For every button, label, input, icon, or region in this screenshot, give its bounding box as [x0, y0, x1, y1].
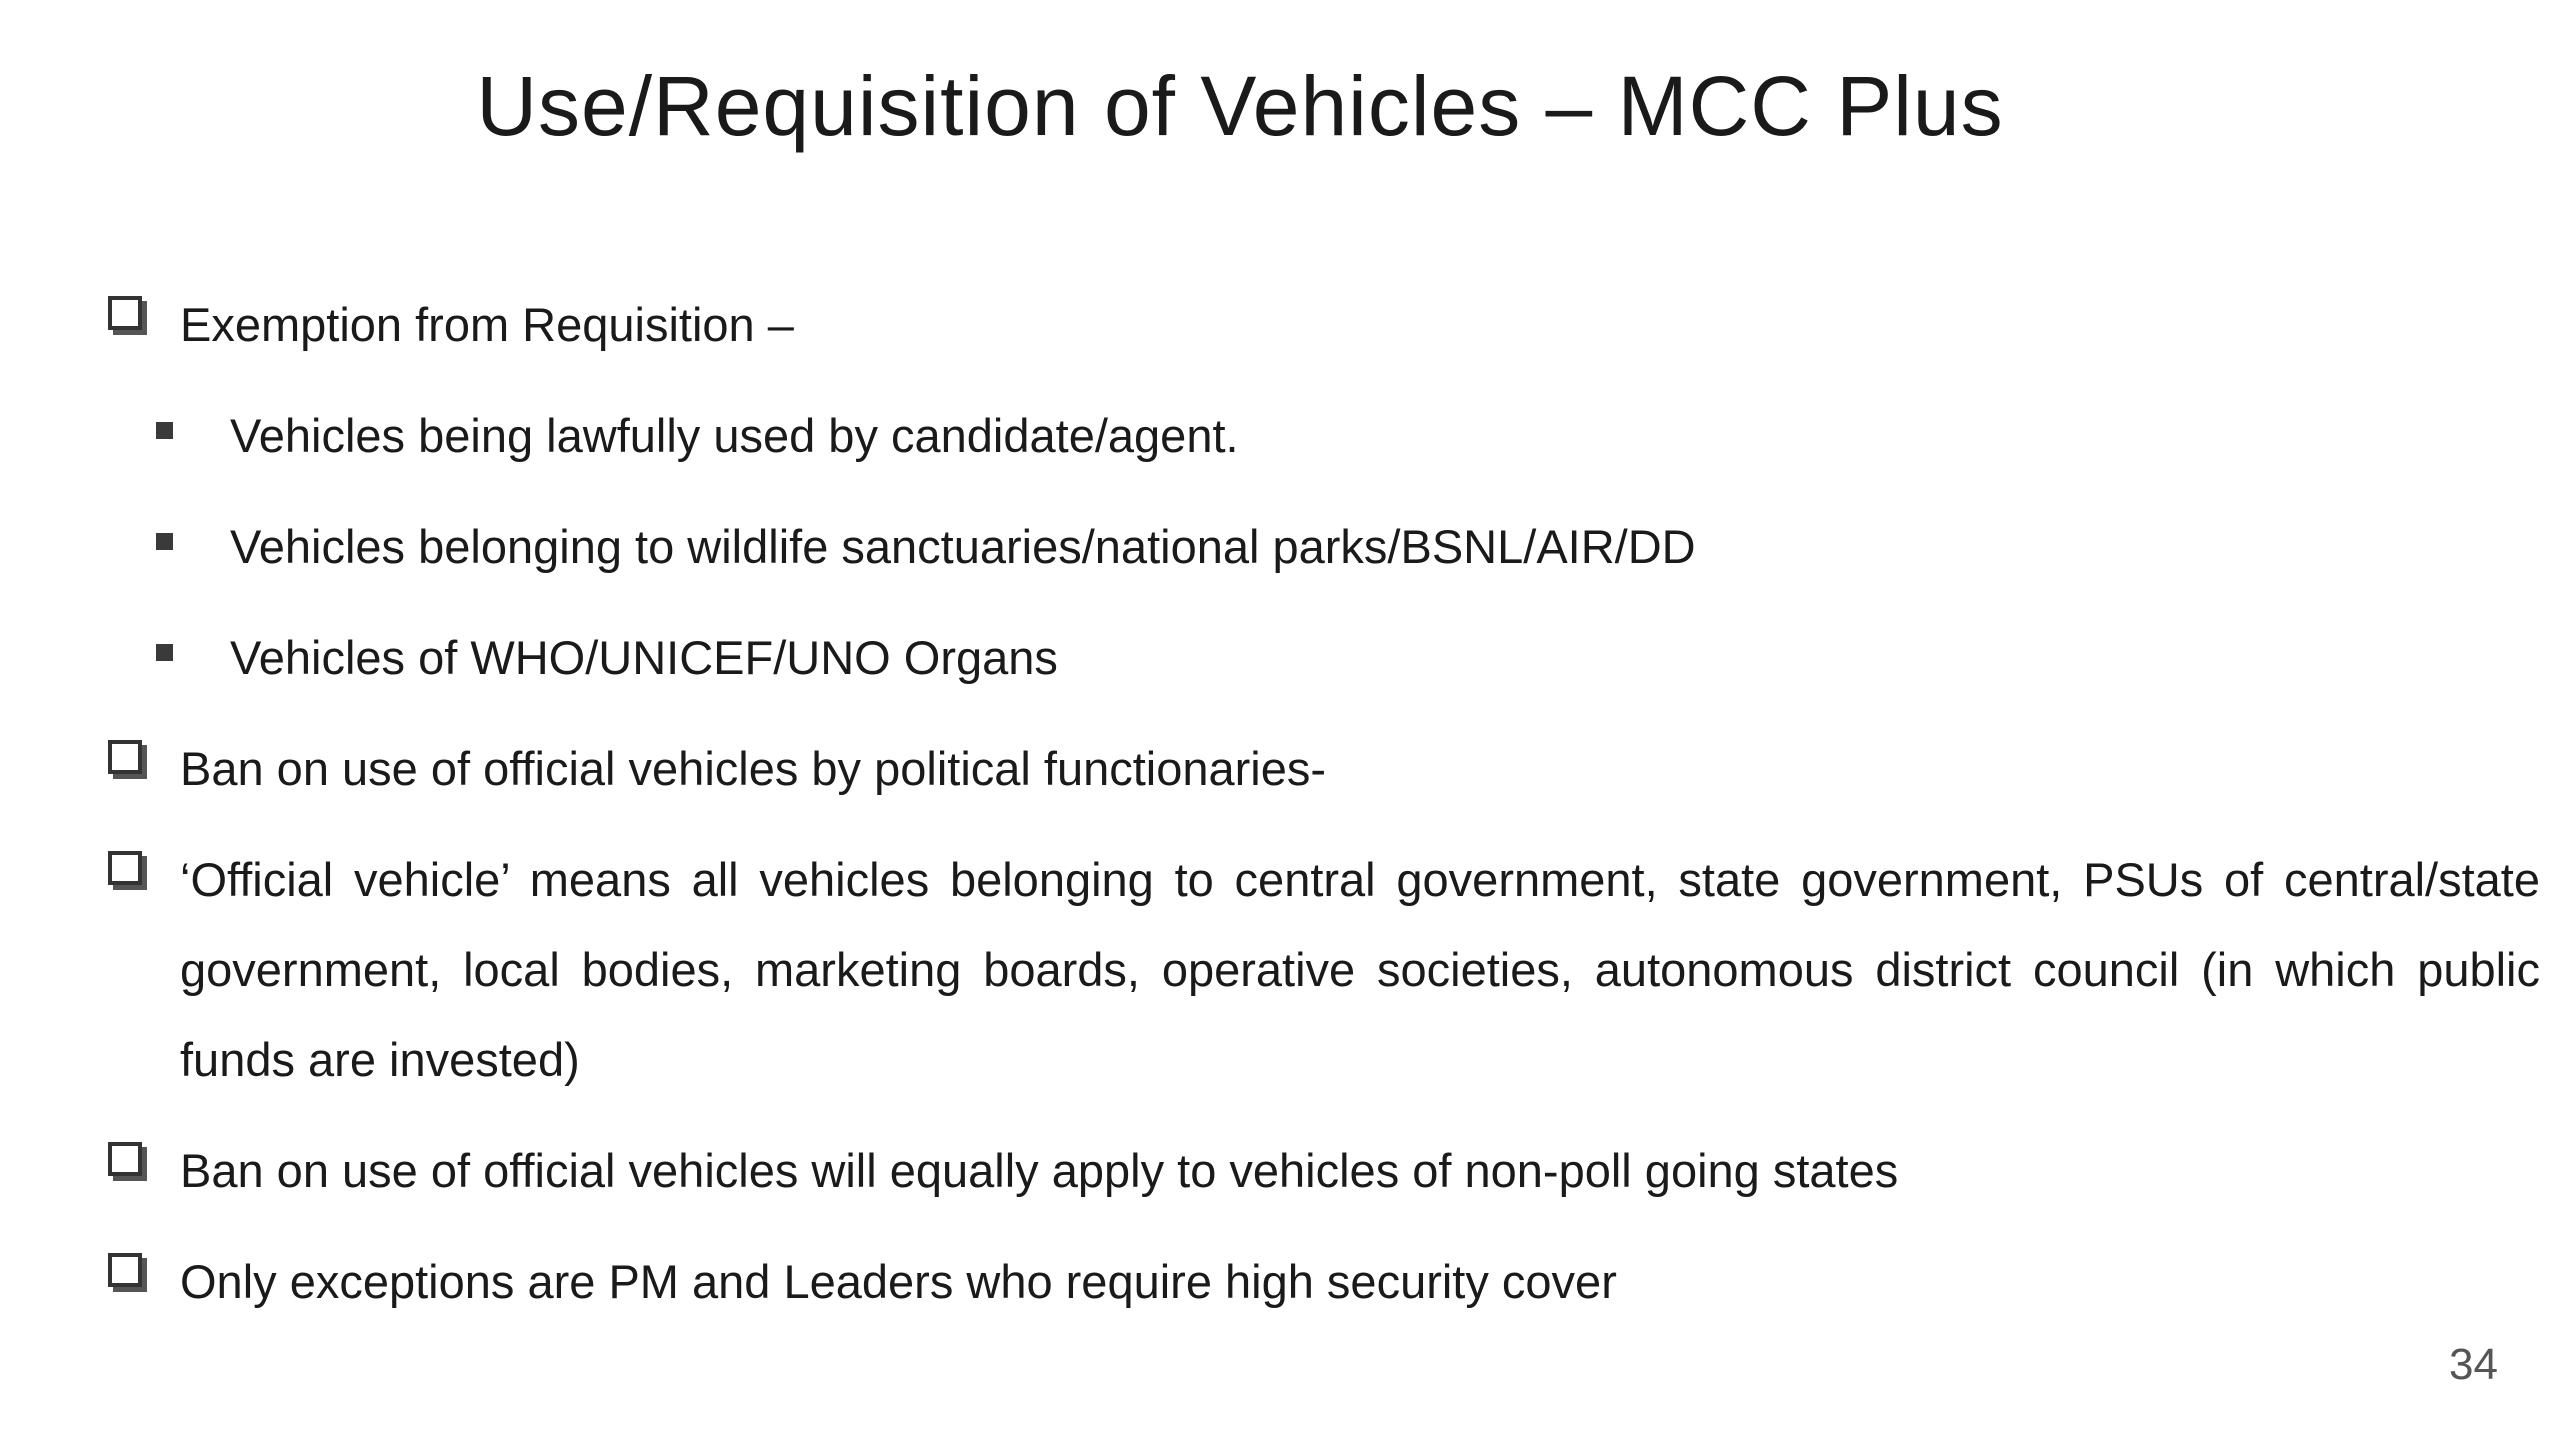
page-number: 34	[2449, 1340, 2498, 1389]
list-item-text: Ban on use of official vehicles will equally apply to vehicles of non-poll going states	[180, 1144, 1899, 1197]
list-item	[100, 724, 2540, 814]
square-bullet-icon	[156, 422, 173, 439]
list-item	[100, 280, 2540, 370]
list-item	[100, 502, 2540, 592]
list-item-text: Vehicles belonging to wildlife sanctuaries/national parks/BSNL/AIR/DD	[230, 520, 1696, 573]
checkbox-icon	[108, 1253, 142, 1287]
list-item-text: Ban on use of official vehicles by political functionaries-	[180, 742, 1327, 795]
list-item	[100, 613, 2540, 703]
list-item	[100, 1126, 2540, 1216]
list-item	[100, 391, 2540, 481]
list-item-text: Vehicles being lawfully used by candidate/agent.	[230, 409, 1239, 462]
checkbox-icon	[108, 851, 142, 885]
checkbox-icon	[108, 740, 142, 774]
list-item-text: ‘Official vehicle’ means all vehicles belonging to central government, state government, PSUs of central/state government, local bodies, marketing boards, operative societies, autonomous district council (in which public funds are invested)	[180, 853, 2540, 1086]
list-item-text: Exemption from Requisition –	[180, 298, 794, 351]
square-bullet-icon	[156, 533, 173, 550]
bullet-list	[100, 280, 2540, 1348]
list-item-text: Vehicles of WHO/UNICEF/UNO Organs	[230, 631, 1058, 684]
checkbox-icon	[108, 1142, 142, 1176]
checkbox-icon	[108, 296, 142, 330]
square-bullet-icon	[156, 644, 173, 661]
list-item-text: Only exceptions are PM and Leaders who require high security cover	[180, 1255, 1617, 1308]
slide-title: Use/Requisition of Vehicles – MCC Plus	[476, 59, 2004, 153]
list-item	[100, 835, 2540, 1105]
list-item	[100, 1237, 2540, 1327]
